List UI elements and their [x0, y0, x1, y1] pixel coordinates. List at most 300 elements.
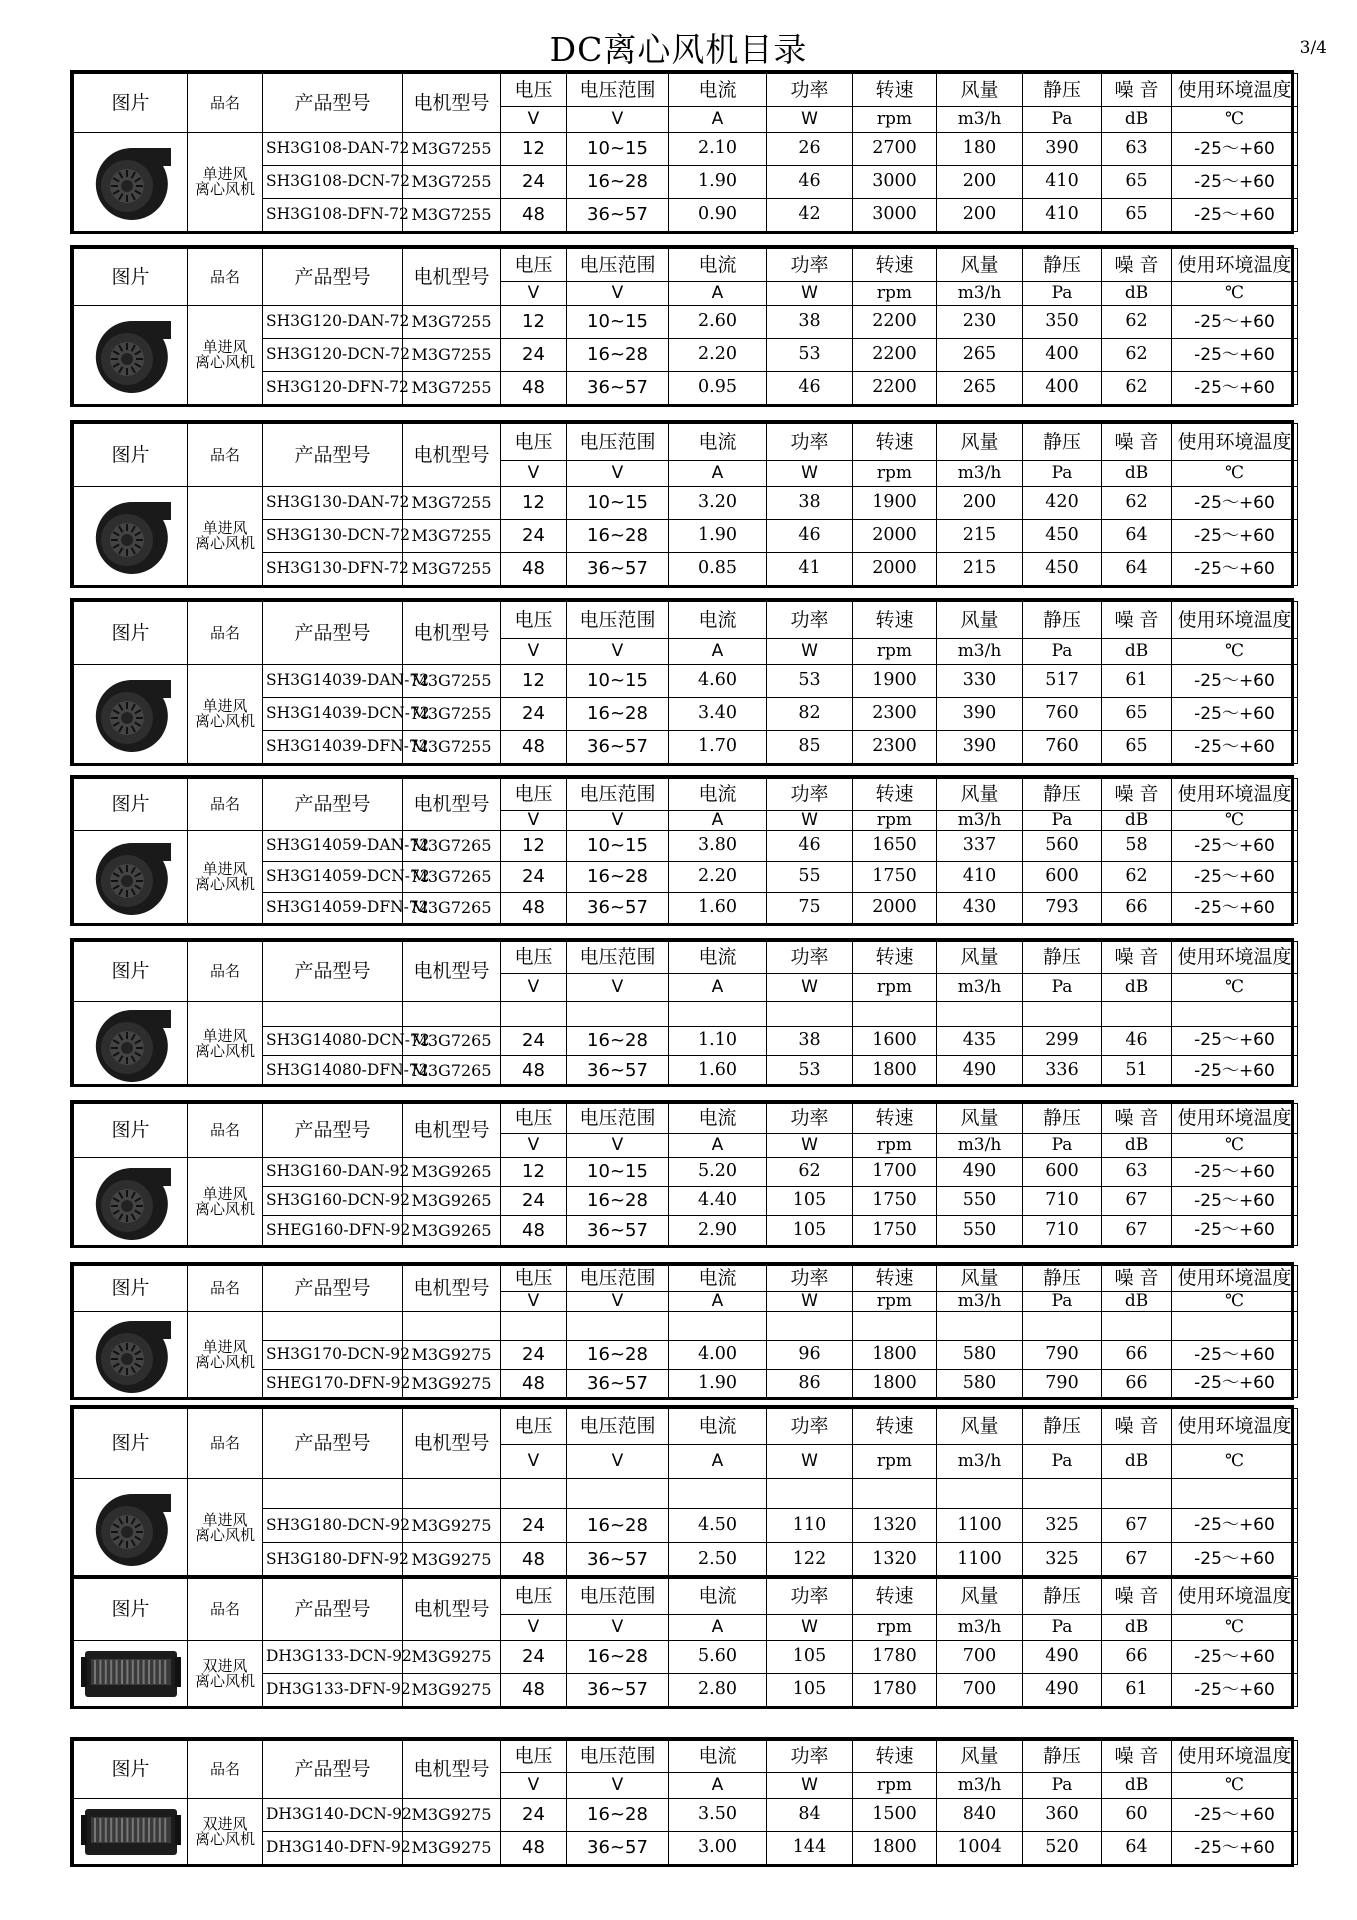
cell-speed: 2000	[853, 893, 937, 924]
unit-voltage: V	[501, 1445, 567, 1479]
cell-current: 2.80	[669, 1674, 767, 1707]
cell-noise: 62	[1102, 339, 1172, 372]
cell-noise: 62	[1102, 862, 1172, 893]
cell-speed: 1780	[853, 1641, 937, 1674]
unit-airflow: m3/h	[937, 107, 1023, 133]
header-voltage: 电压	[501, 1741, 567, 1773]
cell-airflow: 550	[937, 1216, 1023, 1246]
header-pressure: 静压	[1023, 1409, 1102, 1445]
cell-motor: M3G7255	[403, 520, 501, 553]
unit-current: A	[669, 1773, 767, 1799]
cell-current: 2.60	[669, 306, 767, 339]
unit-current: A	[669, 461, 767, 487]
cell-temp: -25～+60	[1172, 1158, 1298, 1187]
cell-speed: 1500	[853, 1799, 937, 1832]
cell-temp: -25～+60	[1172, 862, 1298, 893]
header-temp: 使用环境温度	[1172, 779, 1298, 811]
cell-voltage: 24	[501, 1341, 567, 1370]
cell-power: 105	[767, 1216, 853, 1246]
cell-pressure: 760	[1023, 698, 1102, 731]
header-voltage: 电压	[501, 1266, 567, 1292]
header-pressure: 静压	[1023, 779, 1102, 811]
cell-voltage: 24	[501, 520, 567, 553]
header-airflow: 风量	[937, 424, 1023, 461]
cell-model: SH3G120-DCN-72	[263, 339, 403, 372]
cell-temp: -25～+60	[1172, 520, 1298, 553]
cell-pressure: 400	[1023, 372, 1102, 405]
cell-range: 36~57	[567, 553, 669, 586]
cell-model: SH3G108-DCN-72	[263, 166, 403, 199]
cell-range: 36~57	[567, 1832, 669, 1865]
cell-power: 105	[767, 1187, 853, 1216]
header-name: 品名	[188, 1266, 263, 1312]
product-image	[74, 487, 188, 586]
header-pressure: 静压	[1023, 1266, 1102, 1292]
header-power: 功率	[767, 942, 853, 974]
cell-motor: M3G9275	[403, 1341, 501, 1370]
header-temp: 使用环境温度	[1172, 74, 1298, 107]
header-motor: 电机型号	[403, 424, 501, 487]
header-model: 产品型号	[263, 779, 403, 831]
cell-motor: M3G7255	[403, 166, 501, 199]
unit-noise: dB	[1102, 1615, 1172, 1641]
header-voltage_range: 电压范围	[567, 1409, 669, 1445]
unit-voltage_range: V	[567, 1773, 669, 1799]
header-picture: 图片	[74, 942, 188, 1002]
cell-current: 1.70	[669, 731, 767, 764]
cell-model: DH3G133-DFN-92	[263, 1674, 403, 1707]
unit-power: W	[767, 1134, 853, 1158]
header-name: 品名	[188, 74, 263, 133]
cell-voltage: 24	[501, 166, 567, 199]
cell-motor: M3G7265	[403, 862, 501, 893]
cell-noise: 63	[1102, 1158, 1172, 1187]
header-current: 电流	[669, 779, 767, 811]
cell-airflow: 1004	[937, 1832, 1023, 1865]
unit-current: A	[669, 1134, 767, 1158]
header-name: 品名	[188, 1409, 263, 1479]
header-pressure: 静压	[1023, 602, 1102, 639]
header-power: 功率	[767, 779, 853, 811]
unit-power: W	[767, 107, 853, 133]
product-category: 单进风 离心风机	[188, 1158, 263, 1246]
header-picture: 图片	[74, 74, 188, 133]
cell-motor: M3G7255	[403, 487, 501, 520]
cell-range: 16~28	[567, 1187, 669, 1216]
header-current: 电流	[669, 1266, 767, 1292]
cell-noise: 46	[1102, 1026, 1172, 1056]
header-speed: 转速	[853, 1409, 937, 1445]
cell-motor: M3G7265	[403, 831, 501, 862]
header-temp: 使用环境温度	[1172, 249, 1298, 282]
unit-temp: ℃	[1172, 282, 1298, 306]
table-row	[74, 1799, 1298, 1832]
table-row	[74, 1641, 1298, 1674]
cell-power: 84	[767, 1799, 853, 1832]
header-power: 功率	[767, 1579, 853, 1615]
cell-airflow: 390	[937, 698, 1023, 731]
cell-noise: 61	[1102, 1674, 1172, 1707]
header-airflow: 风量	[937, 1104, 1023, 1134]
cell-speed: 2700	[853, 133, 937, 166]
cell-range: 16~28	[567, 166, 669, 199]
cell-range: 36~57	[567, 1370, 669, 1398]
cell-model: SH3G180-DFN-92	[263, 1543, 403, 1577]
header-voltage: 电压	[501, 1104, 567, 1134]
table-row	[74, 831, 1298, 862]
cell-temp: -25～+60	[1172, 1641, 1298, 1674]
cell-model: DH3G133-DCN-92	[263, 1641, 403, 1674]
header-power: 功率	[767, 1104, 853, 1134]
cell-temp: -25～+60	[1172, 553, 1298, 586]
cell-pressure: 410	[1023, 166, 1102, 199]
cell-speed: 1800	[853, 1056, 937, 1087]
cell-range: 36~57	[567, 1543, 669, 1577]
unit-speed: rpm	[853, 461, 937, 487]
header-name: 品名	[188, 1104, 263, 1158]
unit-temp: ℃	[1172, 1773, 1298, 1799]
unit-airflow: m3/h	[937, 1134, 1023, 1158]
cell-speed: 1320	[853, 1543, 937, 1577]
cell-temp: -25～+60	[1172, 306, 1298, 339]
cell-temp: -25～+60	[1172, 1056, 1298, 1087]
cell-airflow: 700	[937, 1641, 1023, 1674]
unit-voltage_range: V	[567, 1445, 669, 1479]
unit-airflow: m3/h	[937, 461, 1023, 487]
unit-temp: ℃	[1172, 1292, 1298, 1312]
cell-current: 1.90	[669, 166, 767, 199]
unit-voltage: V	[501, 1292, 567, 1312]
header-motor: 电机型号	[403, 1579, 501, 1641]
cell-airflow: 490	[937, 1056, 1023, 1087]
header-motor: 电机型号	[403, 1741, 501, 1799]
product-category: 单进风 离心风机	[188, 306, 263, 405]
cell-speed: 1900	[853, 665, 937, 698]
cell-voltage: 24	[501, 698, 567, 731]
cell-model: SH3G14059-DAN-72	[263, 831, 403, 862]
header-motor: 电机型号	[403, 1266, 501, 1312]
cell-voltage	[501, 1479, 567, 1509]
unit-voltage_range: V	[567, 282, 669, 306]
header-picture: 图片	[74, 249, 188, 306]
header-motor: 电机型号	[403, 602, 501, 665]
header-noise: 噪 音	[1102, 1409, 1172, 1445]
header-airflow: 风量	[937, 1266, 1023, 1292]
unit-voltage_range: V	[567, 639, 669, 665]
header-voltage: 电压	[501, 779, 567, 811]
cell-speed: 2000	[853, 553, 937, 586]
header-current: 电流	[669, 602, 767, 639]
header-speed: 转速	[853, 74, 937, 107]
cell-airflow: 435	[937, 1026, 1023, 1056]
header-model: 产品型号	[263, 1741, 403, 1799]
cell-voltage	[501, 1312, 567, 1341]
header-airflow: 风量	[937, 249, 1023, 282]
cell-pressure: 710	[1023, 1187, 1102, 1216]
cell-range: 10~15	[567, 1158, 669, 1187]
cell-speed	[853, 1312, 937, 1341]
cell-current: 4.40	[669, 1187, 767, 1216]
product-category: 单进风 离心风机	[188, 831, 263, 924]
cell-range: 16~28	[567, 1026, 669, 1056]
header-current: 电流	[669, 249, 767, 282]
cell-motor: M3G7265	[403, 1026, 501, 1056]
unit-pressure: Pa	[1023, 639, 1102, 665]
cell-motor: M3G9275	[403, 1832, 501, 1865]
single-inlet-fan-icon	[74, 140, 187, 224]
cell-model: SH3G14080-DFN-72	[263, 1056, 403, 1087]
table-row	[74, 665, 1298, 698]
cell-temp: -25～+60	[1172, 199, 1298, 232]
cell-temp	[1172, 1002, 1298, 1027]
cell-airflow: 265	[937, 372, 1023, 405]
header-model: 产品型号	[263, 74, 403, 133]
header-voltage: 电压	[501, 602, 567, 639]
cell-range: 16~28	[567, 1641, 669, 1674]
cell-speed: 2000	[853, 520, 937, 553]
cell-noise: 64	[1102, 1832, 1172, 1865]
unit-airflow: m3/h	[937, 1773, 1023, 1799]
header-motor: 电机型号	[403, 249, 501, 306]
unit-speed: rpm	[853, 1292, 937, 1312]
cell-temp: -25～+60	[1172, 1509, 1298, 1543]
header-current: 电流	[669, 1104, 767, 1134]
cell-airflow: 550	[937, 1187, 1023, 1216]
cell-pressure: 790	[1023, 1341, 1102, 1370]
cell-model: SH3G130-DCN-72	[263, 520, 403, 553]
cell-noise	[1102, 1002, 1172, 1027]
cell-model: SH3G120-DFN-72	[263, 372, 403, 405]
unit-voltage_range: V	[567, 1134, 669, 1158]
cell-airflow: 410	[937, 862, 1023, 893]
cell-voltage: 24	[501, 1187, 567, 1216]
cell-model: SHEG170-DFN-92	[263, 1370, 403, 1398]
cell-noise: 65	[1102, 731, 1172, 764]
cell-motor: M3G7255	[403, 306, 501, 339]
cell-speed: 2200	[853, 372, 937, 405]
header-power: 功率	[767, 424, 853, 461]
cell-pressure: 560	[1023, 831, 1102, 862]
header-picture: 图片	[74, 424, 188, 487]
unit-voltage: V	[501, 461, 567, 487]
unit-pressure: Pa	[1023, 107, 1102, 133]
cell-voltage: 12	[501, 306, 567, 339]
unit-pressure: Pa	[1023, 1615, 1102, 1641]
cell-airflow: 200	[937, 487, 1023, 520]
cell-current: 1.90	[669, 1370, 767, 1398]
cell-power: 26	[767, 133, 853, 166]
table-row	[74, 306, 1298, 339]
header-temp: 使用环境温度	[1172, 942, 1298, 974]
unit-noise: dB	[1102, 639, 1172, 665]
unit-noise: dB	[1102, 974, 1172, 1002]
cell-model: SH3G14080-DCN-72	[263, 1026, 403, 1056]
cell-range: 16~28	[567, 862, 669, 893]
cell-voltage: 48	[501, 1370, 567, 1398]
cell-noise	[1102, 1312, 1172, 1341]
cell-temp: -25～+60	[1172, 831, 1298, 862]
header-current: 电流	[669, 74, 767, 107]
cell-power	[767, 1479, 853, 1509]
cell-motor	[403, 1002, 501, 1027]
cell-motor: M3G7255	[403, 372, 501, 405]
cell-model: SH3G14039-DFN-72	[263, 731, 403, 764]
cell-power: 110	[767, 1509, 853, 1543]
cell-power: 38	[767, 1026, 853, 1056]
cell-airflow: 200	[937, 199, 1023, 232]
cell-voltage: 48	[501, 893, 567, 924]
cell-motor: M3G9275	[403, 1509, 501, 1543]
header-voltage_range: 电压范围	[567, 249, 669, 282]
page-number: 3/4	[1299, 38, 1327, 58]
cell-pressure	[1023, 1002, 1102, 1027]
header-model: 产品型号	[263, 602, 403, 665]
cell-temp: -25～+60	[1172, 1216, 1298, 1246]
cell-noise: 58	[1102, 831, 1172, 862]
header-voltage: 电压	[501, 249, 567, 282]
cell-noise: 66	[1102, 893, 1172, 924]
cell-voltage: 24	[501, 862, 567, 893]
cell-motor: M3G9265	[403, 1158, 501, 1187]
cell-airflow: 490	[937, 1158, 1023, 1187]
unit-voltage_range: V	[567, 1615, 669, 1641]
cell-current	[669, 1002, 767, 1027]
unit-power: W	[767, 639, 853, 665]
cell-pressure: 336	[1023, 1056, 1102, 1087]
cell-motor	[403, 1312, 501, 1341]
cell-noise: 62	[1102, 487, 1172, 520]
cell-motor: M3G7255	[403, 665, 501, 698]
header-voltage_range: 电压范围	[567, 424, 669, 461]
unit-pressure: Pa	[1023, 974, 1102, 1002]
cell-motor	[403, 1479, 501, 1509]
unit-noise: dB	[1102, 1445, 1172, 1479]
double-inlet-fan-icon	[74, 1643, 187, 1705]
header-noise: 噪 音	[1102, 424, 1172, 461]
cell-airflow: 215	[937, 553, 1023, 586]
cell-airflow: 265	[937, 339, 1023, 372]
header-noise: 噪 音	[1102, 942, 1172, 974]
unit-temp: ℃	[1172, 1134, 1298, 1158]
unit-speed: rpm	[853, 1445, 937, 1479]
single-inlet-fan-icon	[74, 1486, 187, 1570]
single-inlet-fan-icon	[74, 313, 187, 397]
cell-current: 3.40	[669, 698, 767, 731]
header-speed: 转速	[853, 1104, 937, 1134]
cell-model: SH3G160-DCN-92	[263, 1187, 403, 1216]
header-airflow: 风量	[937, 942, 1023, 974]
header-temp: 使用环境温度	[1172, 1104, 1298, 1134]
header-picture: 图片	[74, 1579, 188, 1641]
fan-spec-table	[70, 938, 1294, 1087]
cell-airflow: 700	[937, 1674, 1023, 1707]
header-power: 功率	[767, 1741, 853, 1773]
cell-model	[263, 1479, 403, 1509]
cell-power: 38	[767, 306, 853, 339]
cell-model: SH3G130-DAN-72	[263, 487, 403, 520]
cell-model: SH3G14039-DCN-72	[263, 698, 403, 731]
header-temp: 使用环境温度	[1172, 424, 1298, 461]
header-model: 产品型号	[263, 1104, 403, 1158]
single-inlet-fan-icon	[74, 1160, 187, 1244]
header-noise: 噪 音	[1102, 1579, 1172, 1615]
cell-pressure: 790	[1023, 1370, 1102, 1398]
header-pressure: 静压	[1023, 249, 1102, 282]
cell-voltage: 24	[501, 1641, 567, 1674]
unit-noise: dB	[1102, 107, 1172, 133]
cell-airflow	[937, 1479, 1023, 1509]
cell-airflow: 215	[937, 520, 1023, 553]
cell-model	[263, 1312, 403, 1341]
cell-voltage: 12	[501, 831, 567, 862]
header-noise: 噪 音	[1102, 249, 1172, 282]
product-category: 双进风 离心风机	[188, 1799, 263, 1865]
product-image	[74, 133, 188, 232]
header-current: 电流	[669, 424, 767, 461]
cell-voltage: 48	[501, 372, 567, 405]
header-name: 品名	[188, 779, 263, 831]
header-model: 产品型号	[263, 1579, 403, 1641]
unit-temp: ℃	[1172, 1445, 1298, 1479]
single-inlet-fan-icon	[74, 835, 187, 919]
cell-current: 4.50	[669, 1509, 767, 1543]
cell-power: 105	[767, 1674, 853, 1707]
cell-speed: 2200	[853, 339, 937, 372]
cell-power: 86	[767, 1370, 853, 1398]
product-category: 单进风 离心风机	[188, 1479, 263, 1577]
unit-voltage_range: V	[567, 107, 669, 133]
cell-model: SH3G170-DCN-92	[263, 1341, 403, 1370]
cell-voltage: 24	[501, 1509, 567, 1543]
header-pressure: 静压	[1023, 1741, 1102, 1773]
cell-pressure	[1023, 1479, 1102, 1509]
unit-speed: rpm	[853, 639, 937, 665]
unit-power: W	[767, 1773, 853, 1799]
unit-voltage_range: V	[567, 811, 669, 831]
header-motor: 电机型号	[403, 942, 501, 1002]
cell-range: 16~28	[567, 520, 669, 553]
header-current: 电流	[669, 942, 767, 974]
fan-spec-table	[70, 775, 1294, 926]
cell-airflow: 580	[937, 1341, 1023, 1370]
header-airflow: 风量	[937, 74, 1023, 107]
cell-range: 10~15	[567, 133, 669, 166]
unit-noise: dB	[1102, 1134, 1172, 1158]
single-inlet-fan-icon	[74, 672, 187, 756]
header-model: 产品型号	[263, 424, 403, 487]
header-picture: 图片	[74, 1266, 188, 1312]
product-category: 单进风 离心风机	[188, 1312, 263, 1398]
cell-power	[767, 1002, 853, 1027]
cell-power: 38	[767, 487, 853, 520]
cell-temp	[1172, 1312, 1298, 1341]
fan-spec-table	[70, 420, 1294, 588]
header-temp: 使用环境温度	[1172, 1579, 1298, 1615]
cell-airflow: 390	[937, 731, 1023, 764]
unit-pressure: Pa	[1023, 461, 1102, 487]
cell-pressure: 325	[1023, 1509, 1102, 1543]
unit-power: W	[767, 811, 853, 831]
cell-noise: 67	[1102, 1543, 1172, 1577]
cell-pressure	[1023, 1312, 1102, 1341]
cell-voltage: 12	[501, 665, 567, 698]
unit-pressure: Pa	[1023, 1134, 1102, 1158]
unit-power: W	[767, 461, 853, 487]
header-model: 产品型号	[263, 942, 403, 1002]
cell-speed	[853, 1002, 937, 1027]
header-current: 电流	[669, 1409, 767, 1445]
unit-voltage: V	[501, 1773, 567, 1799]
